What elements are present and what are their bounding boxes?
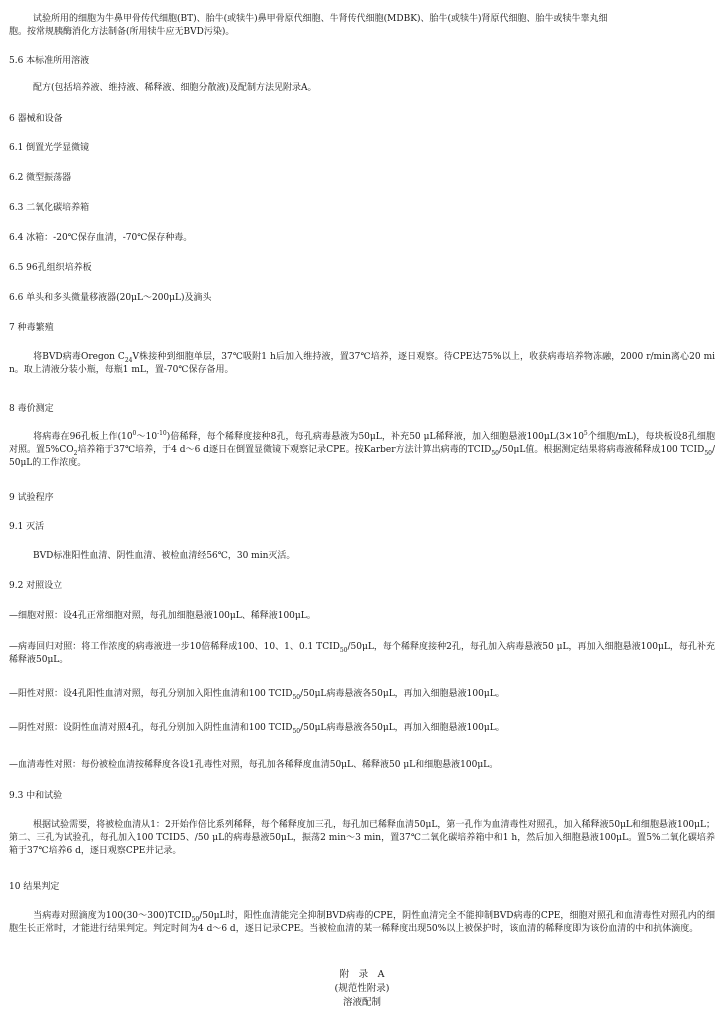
appendix-title: 附 录 A bbox=[339, 969, 385, 980]
virus-return-control-item: —病毒回归对照：将工作浓度的病毒液进一步10倍稀释成100、10、1、0.1 $TCID_{50}/50\mu L$，每个稀释度接种2孔，每孔加入病毒悬液50 μL，再加入细胞悬液100μL，每孔补充稀释液50μL。 bbox=[9, 642, 715, 665]
section-9-1-text: BVD标准阳性血清、阴性血清、被检血清经56℃，30 min灭活。 bbox=[33, 551, 296, 561]
cell-control-item: —细胞对照：设4孔正常细胞对照，每孔加细胞悬液100μL、稀释液100μL。 bbox=[9, 611, 316, 621]
item-6-6: 6.6 单头和多头微量移液器(20μL～200μL)及滴头 bbox=[9, 293, 212, 303]
section-5-6-text: 配方(包括培养液、维持液、稀释液、细胞分散液)及配制方法见附录A。 bbox=[33, 83, 317, 93]
section-9-3-heading: 9.3 中和试验 bbox=[9, 791, 63, 801]
section-9-3-text: 根据试验需要，将被检血清从1：2开始作倍比系列稀释，每个稀释度加三孔，每孔加已稀释血清50μL，第一孔作为血清毒性对照孔，加入稀释液50μL和细胞悬液100μL；第二、三孔为试验孔，每孔加入100 TCID5、/50 μL的病毒悬液50μL，振荡2 min～3 min，置37℃二氧化碳培养箱中和1 h，然后加入细胞悬液100μL。置5%二氧化碳培养箱于37℃培养6 d，逐日观察CPE并记录。 bbox=[9, 820, 715, 856]
appendix-subtitle: (规范性附录) bbox=[334, 983, 390, 994]
section-9-heading: 9 试验程序 bbox=[9, 493, 54, 503]
section-8-text: 将病毒在96孔板上作$(10^0\sim 10^{-10})$倍稀释，每个稀释度接种8孔，每孔病毒悬液为50μL，补充50 μL稀释液，加入细胞悬液$100\mu L(3\times 10^5$个细胞/mL)，每块板设8孔细胞对照。置$5\%CO_2$培养箱于37℃培养，于4 d～6 d逐日在倒置显微镜下观察记录CPE。按Karber方法计算出病毒的$TCID_{50}/50\mu L$值。根据测定结果将病毒液稀释成100 $TCID_{50}/50\mu L$的工作浓度。 bbox=[9, 430, 716, 468]
section-7-text: 将BVD病毒Oregon $C_{24}V$株接种到细胞单层，37℃吸附1 h后加入维持液，置37℃培养，逐日观察。待CPE达75%以上，收获病毒培养物冻融，2000 r/min离心20 min。取上清液分装小瓶，每瓶1 mL，置-70℃保存备用。 bbox=[9, 352, 716, 375]
section-9-2-heading: 9.2 对照设立 bbox=[9, 581, 63, 591]
item-6-5: 6.5 96孔组织培养板 bbox=[9, 263, 92, 273]
section-5-6-heading: 5.6 本标准所用溶液 bbox=[9, 56, 90, 66]
section-6-heading: 6 器械和设备 bbox=[9, 114, 63, 124]
section-7-heading: 7 种毒繁殖 bbox=[9, 323, 54, 333]
positive-control-item: —阳性对照：设4孔阳性血清对照，每孔分别加入阳性血清和100 $TCID_{50}/50\mu L$病毒悬液各50μL，再加入细胞悬液100μL。 bbox=[9, 689, 505, 701]
item-6-2: 6.2 微型振荡器 bbox=[9, 173, 72, 183]
item-6-1: 6.1 倒置光学显微镜 bbox=[9, 143, 90, 153]
section-10-heading: 10 结果判定 bbox=[9, 882, 60, 892]
intro-cells-paragraph: 试验所用的细胞为牛鼻甲骨传代细胞(BT)、胎牛(或犊牛)鼻甲骨原代细胞、牛肾传代细胞(MDBK)、胎牛(或犊牛)肾原代细胞、胎牛或犊牛睾丸细 胞。按常规胰酶消化方法制备(所用犊牛应无BVD污染)。 bbox=[9, 14, 608, 37]
section-8-heading: 8 毒价测定 bbox=[9, 404, 54, 414]
serum-toxicity-control-item: —血清毒性对照：每份被检血清按稀释度各设1孔毒性对照，每孔加各稀释度血清50μL、稀释液50 μL和细胞悬液100μL。 bbox=[9, 760, 499, 770]
item-6-3: 6.3 二氧化碳培养箱 bbox=[9, 203, 90, 213]
item-6-4: 6.4 冰箱：-20℃保存血清，-70℃保存种毒。 bbox=[9, 233, 193, 243]
appendix-name: 溶液配制 bbox=[342, 997, 381, 1008]
negative-control-item: —阴性对照：设阴性血清对照4孔，每孔分别加入阴性血清和100 $TCID_{50}/50\mu L$病毒悬液各50μL，再加入细胞悬液100μL。 bbox=[9, 723, 505, 735]
section-10-text: 当病毒对照滴度为$100(30\sim 300)TCID_{50}/50\mu L$时，阳性血清能完全抑制BVD病毒的CPE，阴性血清完全不能抑制BVD病毒的CPE，细胞对照孔和血清毒性对照孔内的细胞生长正常时，才能进行结果判定。判定时间为4 d～6 d，逐日记录CPE。当被检血清的某一稀释度出现50%以上被保护时，该血清的稀释度即为该份血清的中和抗体滴度。 bbox=[9, 911, 715, 934]
section-9-1-heading: 9.1 灭活 bbox=[9, 522, 45, 532]
